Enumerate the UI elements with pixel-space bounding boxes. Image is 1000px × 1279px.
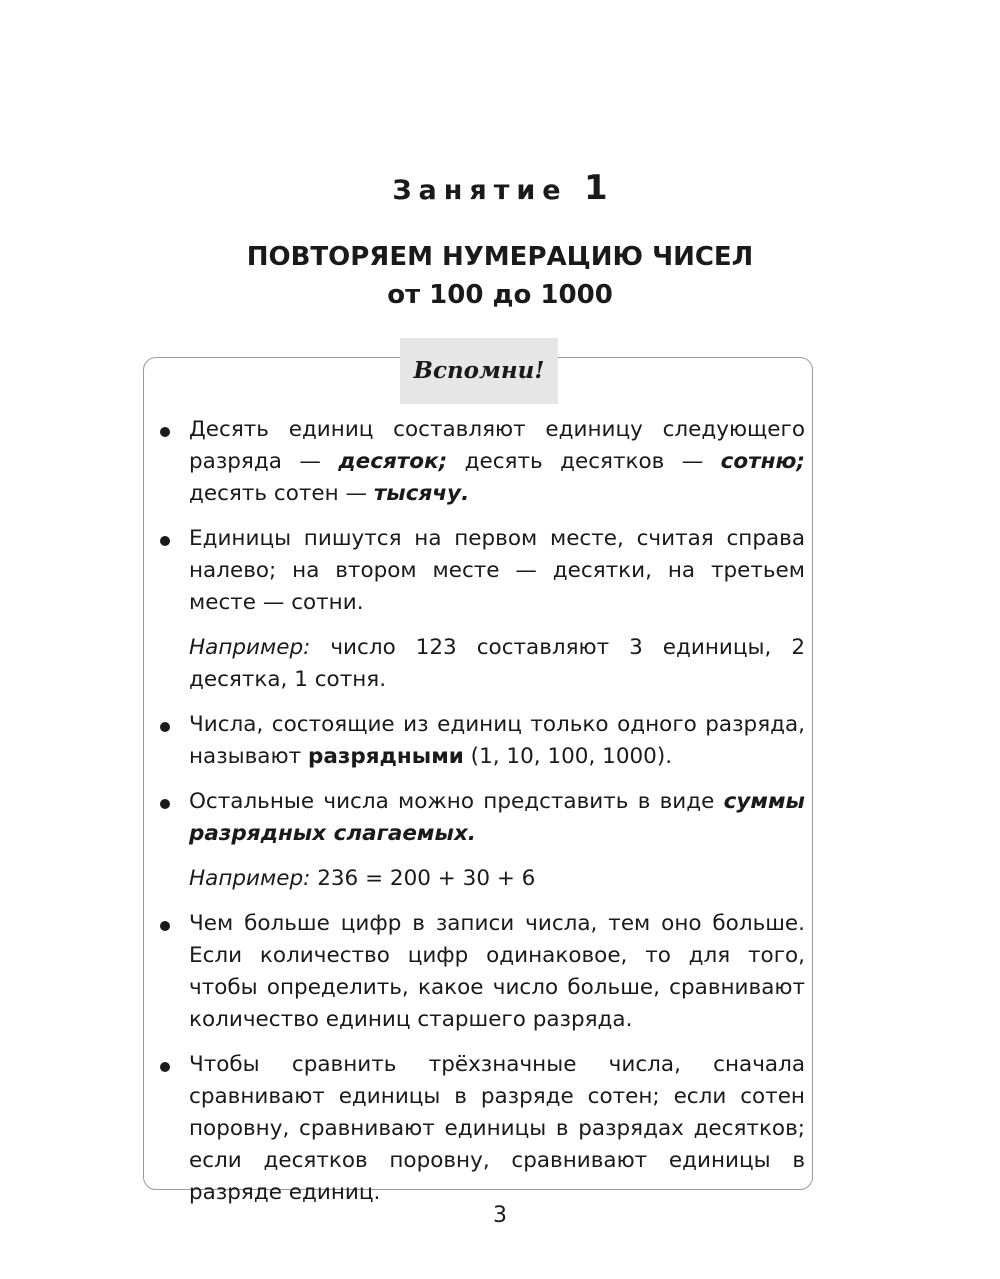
lesson-number: 1: [584, 168, 608, 208]
rule-item-3: [160, 709, 805, 773]
lesson-title: [0, 168, 1000, 208]
rule-item-4: [160, 786, 805, 850]
bullet-icon: [160, 1062, 170, 1072]
topic-line-1: ПОВТОРЯЕМ НУМЕРАЦИЮ ЧИСЕЛ: [246, 242, 754, 272]
rule-3-text-2: (1, 10, 100, 1000).: [463, 744, 673, 769]
rule-item-6: [160, 1049, 805, 1209]
rule-1-text-1: Десять единиц составляют единицу следующего разряда —: [189, 417, 805, 474]
rule-item-5: [160, 908, 805, 1036]
bullet-icon: [160, 427, 170, 437]
rule-4-text: Остальные числа можно представить в виде: [189, 789, 724, 814]
rule-list: [160, 414, 805, 1222]
bullet-icon: [160, 536, 170, 546]
bullet-icon: [160, 921, 170, 931]
lesson-label: Занятие: [392, 175, 568, 206]
bullet-icon: [160, 799, 170, 809]
topic-line-2: от 100 до 1000: [387, 280, 613, 310]
remember-label: Вспомни!: [400, 338, 558, 404]
bullet-icon: [160, 722, 170, 732]
rule-1-term-2: сотню;: [720, 449, 806, 474]
topic-title: [0, 238, 1000, 314]
example-text: 236 = 200 + 30 + 6: [310, 866, 536, 891]
rule-1-term-1: десяток;: [338, 449, 448, 474]
rule-2-text: Единицы пишутся на первом месте, считая справа налево; на втором месте — десятки, на третьем месте — сотни.: [189, 526, 805, 615]
rule-6-text: Чтобы сравнить трёхзначные числа, сначала сравнивают единицы в разряде сотен; если сотен поровну, сравнивают единицы в разрядах десятков; если десятков поровну, сравнивают единицы в разряде единиц.: [189, 1052, 805, 1205]
rule-4-example: [160, 863, 805, 895]
rule-1-text-3: десять сотен —: [189, 481, 374, 506]
rule-item-1: [160, 414, 805, 510]
rule-3-term: разрядными: [307, 744, 464, 769]
rule-3-text-1: Числа, состоящие из единиц только одного разряда, называют: [189, 712, 805, 769]
example-label: Например:: [189, 635, 311, 660]
rule-4-term: суммы разрядных слагаемых.: [189, 789, 805, 846]
rule-1-term-3: тысячу.: [373, 481, 470, 506]
example-label: Например:: [189, 866, 311, 891]
rule-item-2: [160, 523, 805, 619]
rule-1-text-2: десять десятков —: [447, 449, 721, 474]
page-number: 3: [493, 1203, 507, 1228]
example-text: число 123 составляют 3 единицы, 2 десятка, 1 сотня.: [189, 635, 805, 692]
rule-5-text: Чем больше цифр в записи числа, тем оно больше. Если количество цифр одинаковое, то для того, чтобы определить, какое число больше, сравнивают количество единиц старшего разряда.: [189, 911, 805, 1032]
rule-2-example: [160, 632, 805, 696]
